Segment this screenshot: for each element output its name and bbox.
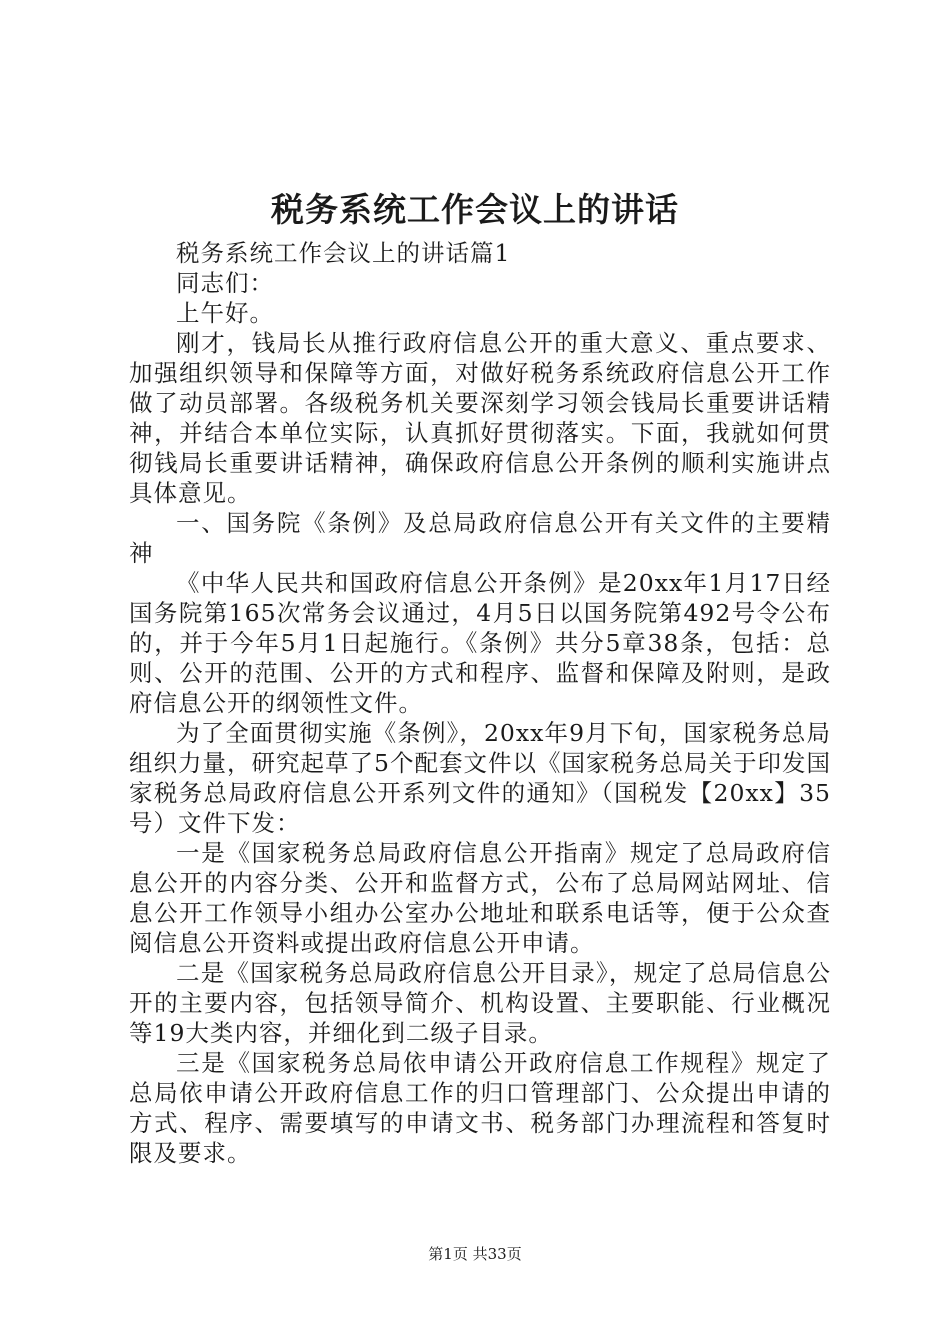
document-title: 税务系统工作会议上的讲话	[271, 190, 679, 229]
paragraph-supporting-docs: 为了全面贯彻实施《条例》，20xx年9月下旬，国家税务总局组织力量，研究起草了5个配套文件以《国家税务总局关于印发国家税务总局政府信息公开系列文件的通知》（国税发【20xx】35号）文件下发：	[129, 719, 831, 837]
paragraph-item-1: 一是《国家税务总局政府信息公开指南》规定了总局政府信息公开的内容分类、公开和监督方式，公布了总局网站网址、信息公开工作领导小组办公室办公地址和联系电话等，便于公众查阅信息公开资料或提出政府信息公开申请。	[129, 839, 831, 957]
paragraph-intro: 刚才，钱局长从推行政府信息公开的重大意义、重点要求、加强组织领导和保障等方面，对做好税务系统政府信息公开工作做了动员部署。各级税务机关要深刻学习领会钱局长重要讲话精神，并结合本单位实际，认真抓好贯彻落实。下面，我就如何贯彻钱局长重要讲话精神，确保政府信息公开条例的顺利实施讲点具体意见。	[129, 329, 831, 507]
document-body	[129, 238, 831, 1168]
page-footer: 第1页 共33页	[428, 1245, 522, 1263]
paragraph-subtitle: 税务系统工作会议上的讲话篇1	[176, 239, 511, 267]
paragraph-regulation: 《中华人民共和国政府信息公开条例》是20xx年1月17日经国务院第165次常务会议通过，4月5日以国务院第492号令公布的，并于今年5月1日起施行。《条例》共分5章38条，包括：总则、公开的范围、公开的方式和程序、监督和保障及附则，是政府信息公开的纲领性文件。	[129, 569, 831, 717]
paragraph-greeting: 上午好。	[176, 299, 274, 327]
paragraph-salutation: 同志们：	[176, 269, 274, 297]
section-heading-1: 一、国务院《条例》及总局政府信息公开有关文件的主要精神	[129, 509, 831, 567]
paragraph-item-3: 三是《国家税务总局依申请公开政府信息工作规程》规定了总局依申请公开政府信息工作的归口管理部门、公众提出申请的方式、程序、需要填写的申请文书、税务部门办理流程和答复时限及要求。	[129, 1049, 831, 1167]
paragraph-item-2: 二是《国家税务总局政府信息公开目录》，规定了总局信息公开的主要内容，包括领导简介、机构设置、主要职能、行业概况等19大类内容，并细化到二级子目录。	[129, 959, 831, 1047]
